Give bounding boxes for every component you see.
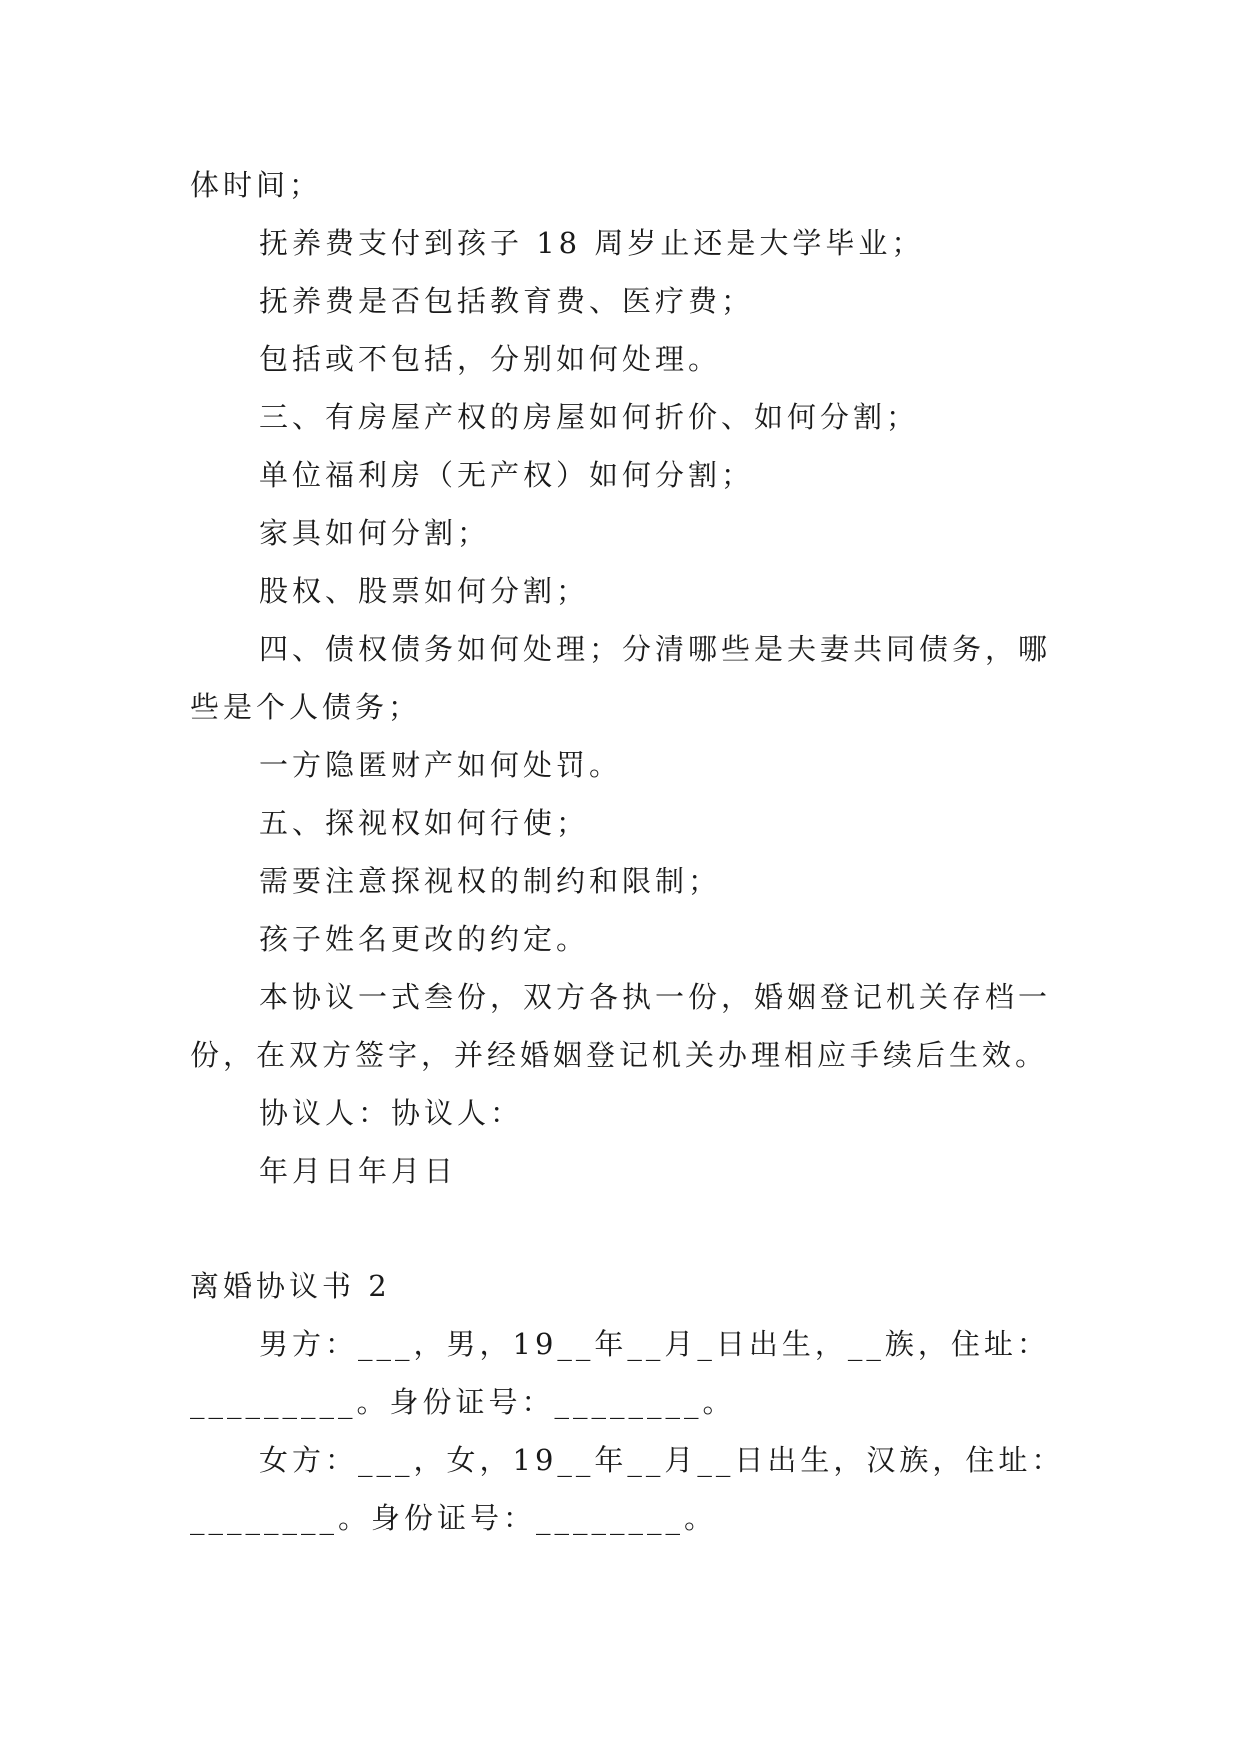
paragraph-line: 些是个人债务；: [190, 690, 422, 724]
paragraph-line: 份，在双方签字，并经婚姻登记机关办理相应手续后生效。: [190, 1038, 1049, 1072]
party-female-id-line: ________。身份证号：________。: [190, 1501, 718, 1535]
paragraph-line: 抚养费支付到孩子 18 周岁止还是大学毕业；: [259, 226, 925, 260]
paragraph-line: 本协议一式叁份，双方各执一份，婚姻登记机关存档一: [259, 980, 1052, 1014]
paragraph-line: 家具如何分割；: [259, 516, 491, 550]
paragraph-line: 一方隐匿财产如何处罚。: [259, 748, 623, 782]
paragraph-line: 孩子姓名更改的约定。: [259, 922, 590, 956]
paragraph-line: 需要注意探视权的制约和限制；: [259, 864, 722, 898]
party-male-line: 男方：___，男，19__年__月_日出生，__族，住址：: [259, 1327, 1050, 1361]
paragraph-line: 体时间；: [190, 168, 323, 202]
party-male-id-line: _________。身份证号：________。: [190, 1385, 736, 1419]
paragraph-line: 三、有房屋产权的房屋如何折价、如何分割；: [259, 400, 920, 434]
party-female-line: 女方：___，女，19__年__月__日出生，汉族，住址：: [259, 1443, 1065, 1477]
section-title: 离婚协议书 2: [190, 1269, 391, 1303]
paragraph-line: 单位福利房（无产权）如何分割；: [259, 458, 755, 492]
paragraph-line: 抚养费是否包括教育费、医疗费；: [259, 284, 755, 318]
paragraph-line: 五、探视权如何行使；: [259, 806, 590, 840]
signature-line: 协议人：协议人：: [259, 1096, 524, 1130]
paragraph-line: 四、债权债务如何处理；分清哪些是夫妻共同债务，哪: [259, 632, 1052, 666]
paragraph-line: 股权、股票如何分割；: [259, 574, 590, 608]
paragraph-line: 包括或不包括，分别如何处理。: [259, 342, 722, 376]
date-line: 年月日年月日: [259, 1154, 458, 1188]
